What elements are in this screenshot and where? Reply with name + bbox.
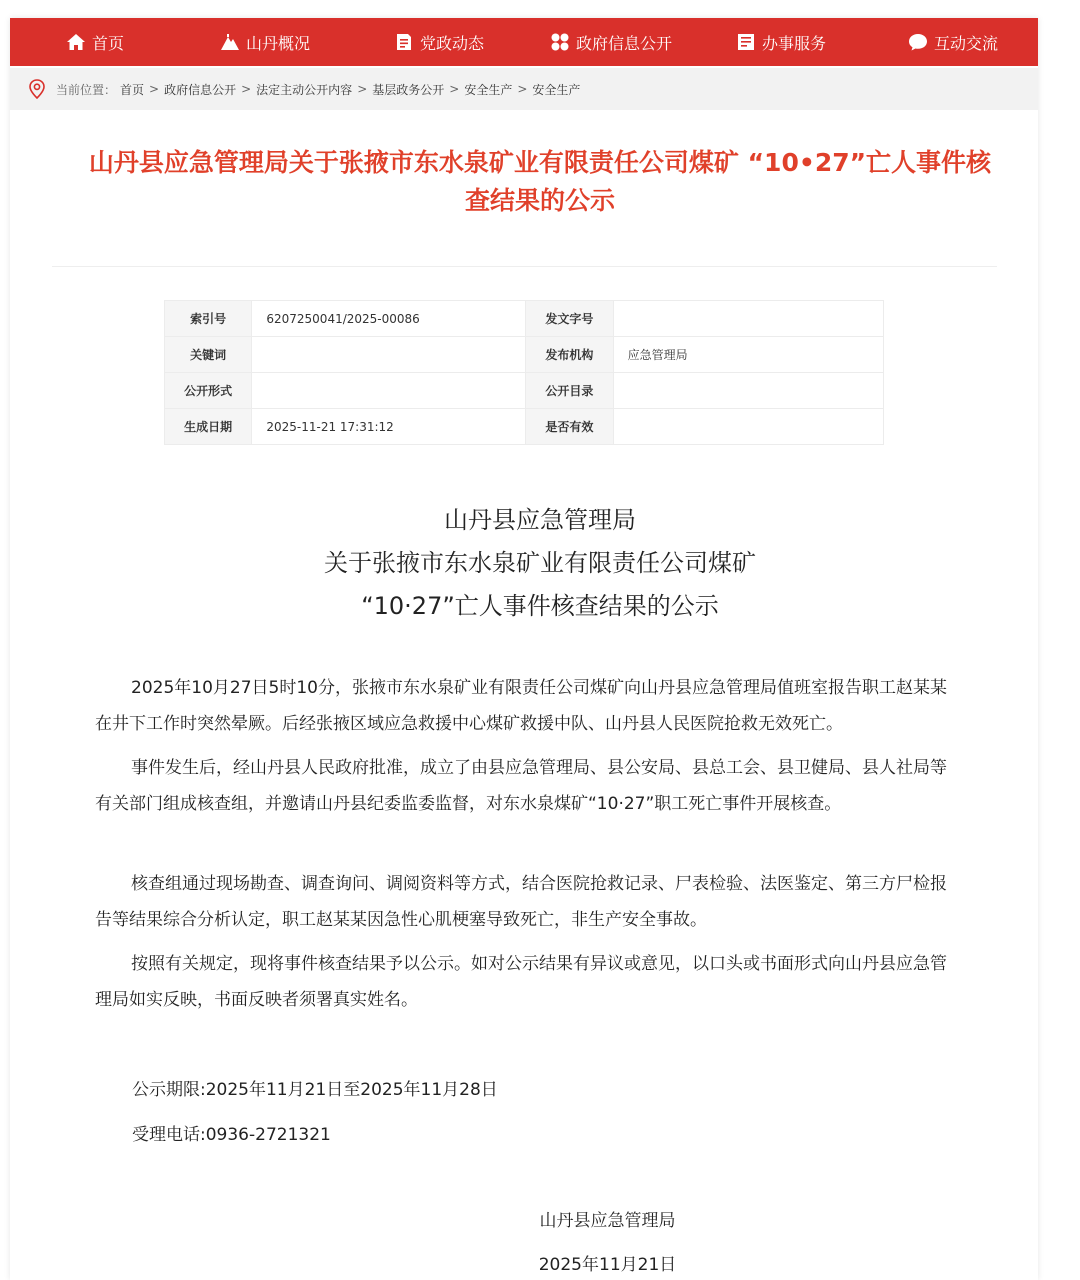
meta-key: 关键词 (165, 337, 252, 373)
nav-item-info-disclosure[interactable] (550, 18, 672, 66)
doc-paragraph: 2025年10月27日5时10分，张掖市东水泉矿业有限责任公司煤矿向山丹县应急管理局值班室报告职工赵某某在井下工作时突然晕厥。后经张掖区域应急救援中心煤矿救援中队、山丹县人民医院抢救无效死亡。 (95, 678, 947, 734)
doc-paragraph: 事件发生后，经山丹县人民政府批准，成立了由县应急管理局、县公安局、县总工会、县卫健局、县人社局等有关部门组成核查组，并邀请山丹县纪委监委监督，对东水泉煤矿“10·27”职工死亡事件开展核查。 (95, 758, 947, 814)
page-title-line2: 查结果的公示 (464, 186, 615, 215)
meta-value: 2025-11-21 17:31:12 (252, 409, 526, 445)
meta-key: 发布机构 (526, 337, 613, 373)
mountain-icon (220, 32, 240, 52)
location-pin-icon (28, 79, 46, 99)
signature-date: 2025年11月21日 (538, 1255, 677, 1275)
signature-org: 山丹县应急管理局 (539, 1211, 676, 1231)
page-title-line1: 山丹县应急管理局关于张掖市东水泉矿业有限责任公司煤矿 “10•27”亡人事件核 (88, 148, 992, 177)
nav-label: 办事服务 (762, 33, 827, 53)
doc-heading-line1: 山丹县应急管理局 (444, 506, 636, 534)
breadcrumb-separator: > (241, 82, 252, 96)
main-nav (10, 18, 1038, 66)
meta-value (613, 373, 883, 409)
breadcrumb-safety-current[interactable]: 安全生产 (532, 82, 581, 97)
table-row (165, 301, 884, 337)
list-icon (736, 32, 756, 52)
table-row (165, 373, 884, 409)
divider (52, 266, 997, 267)
doc-heading-line2: 关于张掖市东水泉矿业有限责任公司煤矿 (324, 549, 756, 577)
metadata-table (164, 300, 884, 445)
breadcrumb-separator: > (517, 82, 528, 96)
meta-key: 公开形式 (165, 373, 252, 409)
nav-item-interaction[interactable] (908, 18, 998, 66)
chat-icon (908, 32, 928, 52)
table-row (165, 409, 884, 445)
meta-key: 生成日期 (165, 409, 252, 445)
nav-label: 首页 (92, 33, 125, 53)
grid-icon (550, 32, 570, 52)
doc-paragraph: 按照有关规定，现将事件核查结果予以公示。如对公示结果有异议或意见，以口头或书面形式向山丹县应急管理局如实反映，书面反映者须署真实姓名。 (95, 954, 947, 1010)
nav-item-home[interactable] (66, 18, 124, 66)
nav-item-overview[interactable] (220, 18, 310, 66)
nav-label: 党政动态 (420, 33, 485, 53)
contact-phone: 受理电话:0936-2721321 (132, 1125, 331, 1145)
table-row (165, 337, 884, 373)
breadcrumb-info-disclosure[interactable]: 政府信息公开 (164, 82, 237, 97)
breadcrumb-grassroots[interactable]: 基层政务公开 (372, 82, 445, 97)
doc-paragraph: 核查组通过现场勘查、调查询问、调阅资料等方式，结合医院抢救记录、尸表检验、法医鉴定、第三方尸检报告等结果综合分析认定，职工赵某某因急性心肌梗塞导致死亡，非生产安全事故。 (95, 874, 947, 930)
meta-key: 是否有效 (526, 409, 613, 445)
breadcrumb-safety[interactable]: 安全生产 (464, 82, 513, 97)
breadcrumb-home[interactable]: 首页 (120, 82, 145, 97)
nav-label: 山丹概况 (246, 33, 311, 53)
breadcrumb-separator: > (149, 82, 160, 96)
breadcrumb-statutory-content[interactable]: 法定主动公开内容 (256, 82, 353, 97)
breadcrumb-label: 当前位置： (56, 82, 117, 97)
meta-value (252, 337, 526, 373)
meta-value (252, 373, 526, 409)
home-icon (66, 32, 86, 52)
breadcrumb (10, 68, 1038, 110)
breadcrumb-separator: > (449, 82, 460, 96)
page-title (40, 144, 1040, 220)
document-icon (394, 32, 414, 52)
breadcrumb-separator: > (357, 82, 368, 96)
meta-value: 6207250041/2025-00086 (252, 301, 526, 337)
doc-heading-line3: “10·27”亡人事件核查结果的公示 (361, 592, 719, 620)
meta-key: 公开目录 (526, 373, 613, 409)
publicity-period: 公示期限:2025年11月21日至2025年11月28日 (132, 1080, 498, 1100)
meta-key: 索引号 (165, 301, 252, 337)
nav-item-news[interactable] (394, 18, 484, 66)
meta-value: 应急管理局 (613, 337, 883, 373)
meta-value (613, 409, 883, 445)
nav-item-services[interactable] (736, 18, 826, 66)
meta-value (613, 301, 883, 337)
meta-key: 发文字号 (526, 301, 613, 337)
nav-label: 政府信息公开 (576, 33, 673, 53)
nav-label: 互动交流 (934, 33, 999, 53)
